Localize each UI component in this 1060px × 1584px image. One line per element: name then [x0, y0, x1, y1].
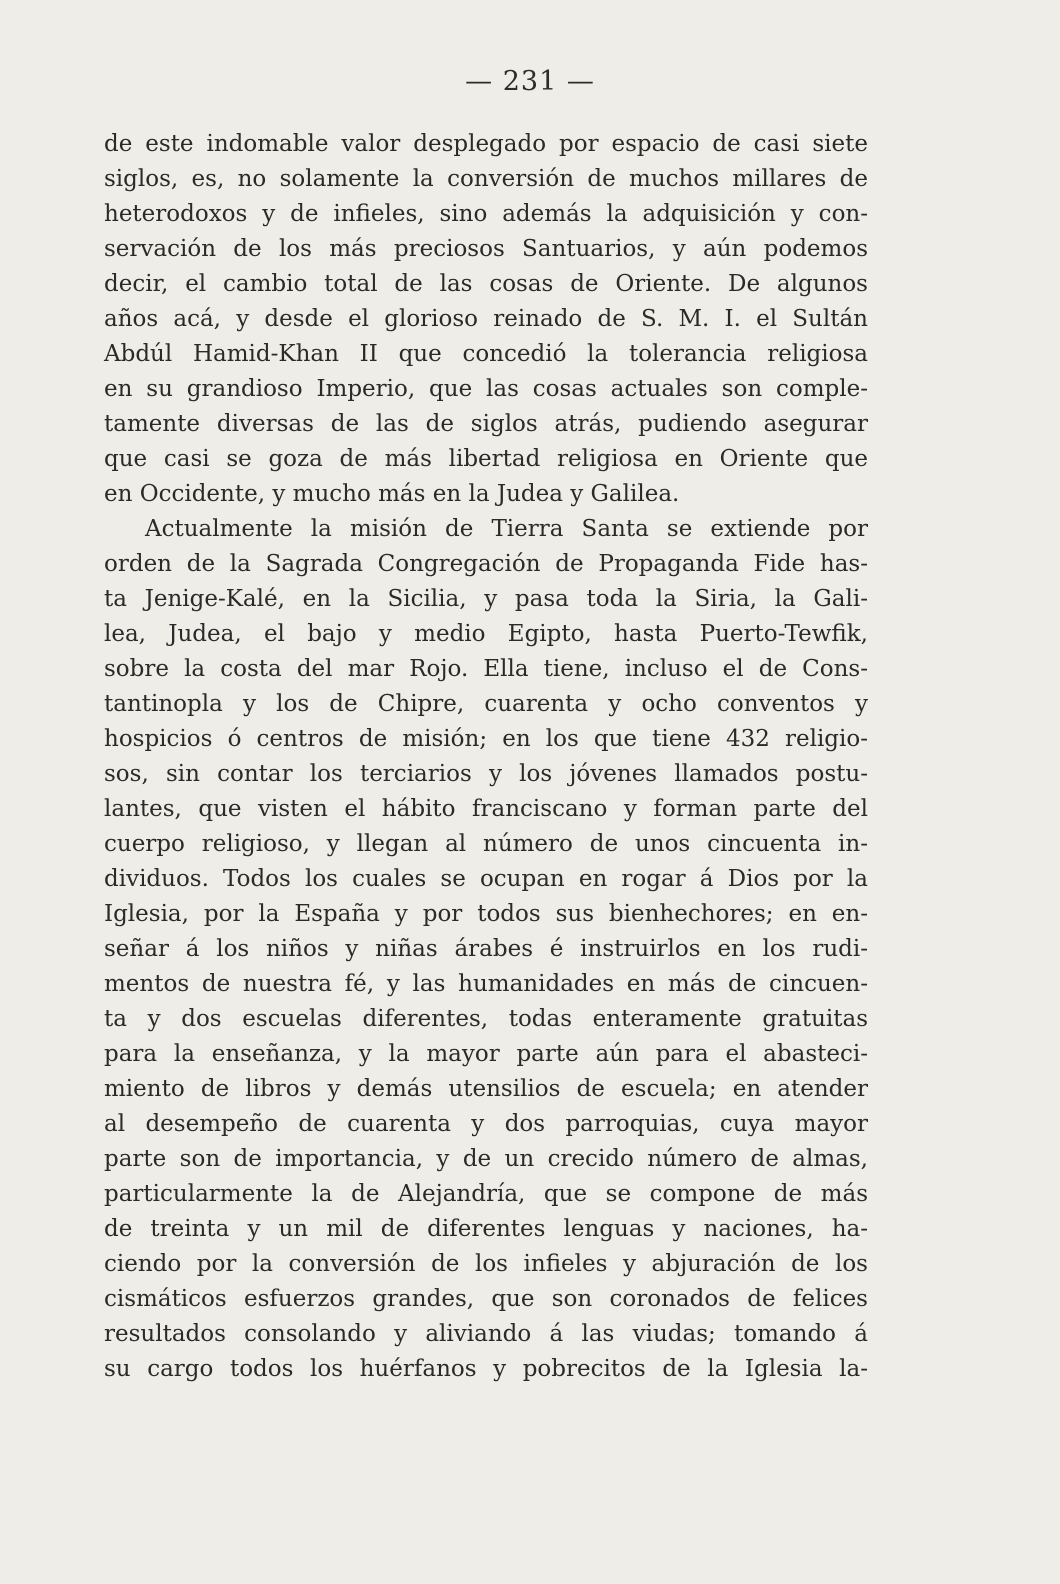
text-line: mentos de nuestra fé, y las humanidades en más de cincuen-	[104, 971, 868, 997]
text-line: servación de los más preciosos Santuarios, y aún podemos	[104, 236, 868, 262]
text-line: Iglesia, por la España y por todos sus bienhechores; en en-	[104, 901, 868, 927]
text-line: Abdúl Hamid-Khan II que concedió la tolerancia religiosa	[104, 341, 868, 367]
text-line: señar á los niños y niñas árabes é instruirlos en los rudi-	[104, 936, 868, 962]
text-line: para la enseñanza, y la mayor parte aún para el abasteci-	[104, 1041, 868, 1067]
page-number: — 231 —	[465, 66, 595, 97]
text-line: sos, sin contar los terciarios y los jóvenes llamados postu-	[104, 761, 868, 787]
text-line: orden de la Sagrada Congregación de Propaganda Fide has-	[104, 551, 868, 577]
text-line: decir, el cambio total de las cosas de Oriente. De algunos	[104, 271, 868, 297]
text-line: años acá, y desde el glorioso reinado de S. M. I. el Sultán	[104, 306, 868, 332]
text-line: cuerpo religioso, y llegan al número de unos cincuenta in-	[104, 831, 868, 857]
text-line: miento de libros y demás utensilios de escuela; en atender	[104, 1076, 868, 1102]
text-line: parte son de importancia, y de un crecido número de almas,	[104, 1146, 868, 1172]
text-line: de treinta y un mil de diferentes lenguas y naciones, ha-	[104, 1216, 868, 1242]
text-line: lea, Judea, el bajo y medio Egipto, hasta Puerto-Tewfik,	[104, 621, 868, 647]
text-line: tantinopla y los de Chipre, cuarenta y ocho conventos y	[104, 691, 868, 717]
text-line: resultados consolando y aliviando á las viudas; tomando á	[104, 1321, 868, 1347]
text-line: en su grandioso Imperio, que las cosas actuales son comple-	[104, 376, 868, 402]
text-line: sobre la costa del mar Rojo. Ella tiene, incluso el de Cons-	[104, 656, 868, 682]
text-line: Actualmente la misión de Tierra Santa se extiende por	[145, 516, 868, 542]
text-line: siglos, es, no solamente la conversión de muchos millares de	[104, 166, 868, 192]
text-line: en Occidente, y mucho más en la Judea y Galilea.	[104, 481, 680, 507]
text-line: de este indomable valor desplegado por espacio de casi siete	[104, 131, 868, 157]
text-line: que casi se goza de más libertad religiosa en Oriente que	[104, 446, 868, 472]
text-line: tamente diversas de las de siglos atrás, pudiendo asegurar	[104, 411, 868, 437]
text-line: lantes, que visten el hábito franciscano y forman parte del	[104, 796, 868, 822]
text-line: hospicios ó centros de misión; en los que tiene 432 religio-	[104, 726, 868, 752]
text-line: heterodoxos y de infieles, sino además la adquisición y con-	[104, 201, 868, 227]
text-line: al desempeño de cuarenta y dos parroquias, cuya mayor	[104, 1111, 868, 1137]
text-line: su cargo todos los huérfanos y pobrecitos de la Iglesia la-	[104, 1356, 868, 1382]
text-line: ta Jenige-Kalé, en la Sicilia, y pasa toda la Siria, la Gali-	[104, 586, 868, 612]
text-line: ta y dos escuelas diferentes, todas enteramente gratuitas	[104, 1006, 868, 1032]
text-line: ciendo por la conversión de los infieles y abjuración de los	[104, 1251, 868, 1277]
text-line: particularmente la de Alejandría, que se compone de más	[104, 1181, 868, 1207]
text-line: cismáticos esfuerzos grandes, que son coronados de felices	[104, 1286, 868, 1312]
text-line: dividuos. Todos los cuales se ocupan en rogar á Dios por la	[104, 866, 868, 892]
